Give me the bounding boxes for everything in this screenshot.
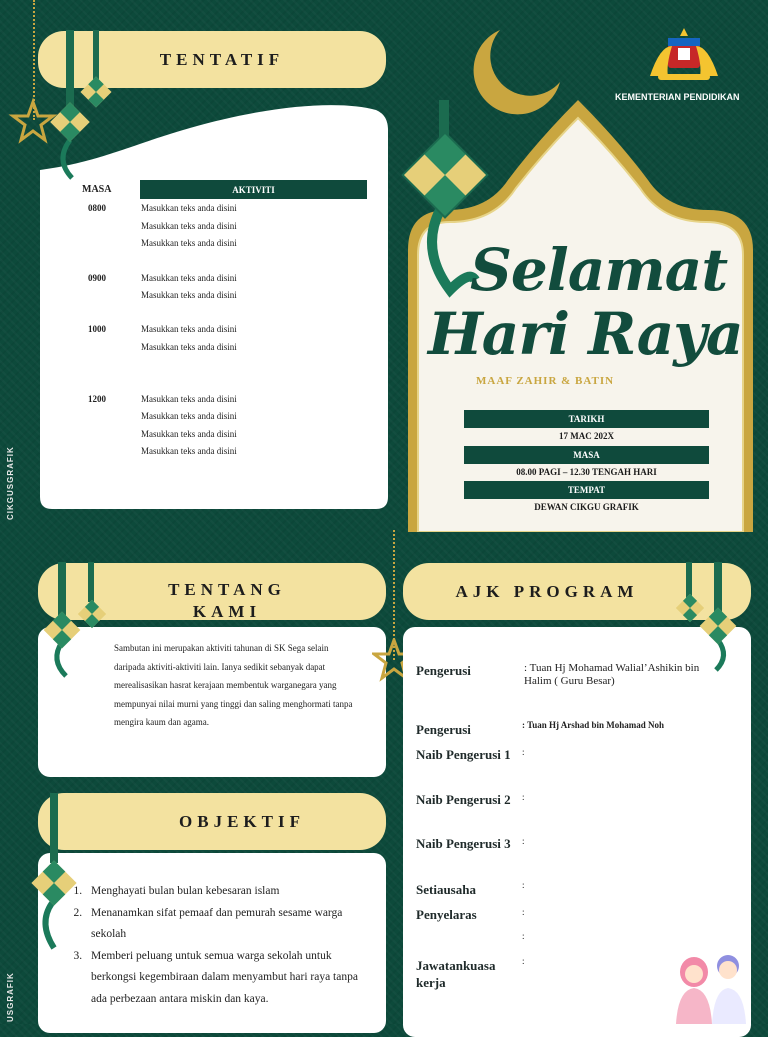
ajk-title: AJK PROGRAM xyxy=(455,581,639,601)
ajk-label: Naib Pengerusi 1 xyxy=(416,747,511,762)
schedule-item: Masukkan teks anda disini xyxy=(141,446,237,456)
schedule-item: Masukkan teks anda disini xyxy=(141,273,237,283)
schedule-item: Masukkan teks anda disini xyxy=(141,411,237,421)
ajk-value: : xyxy=(522,880,525,890)
ajk-label: Pengerusi xyxy=(416,663,471,678)
activity-col-label: AKTIVITI xyxy=(232,184,275,195)
ajk-value: : xyxy=(522,956,525,966)
ketupat-ornament-icon xyxy=(672,562,744,677)
ketupat-ornament-icon xyxy=(8,30,123,180)
tentatif-title: TENTATIF xyxy=(159,49,285,69)
schedule-item: Masukkan teks anda disini xyxy=(141,429,237,439)
masa-label: MASA xyxy=(464,446,709,464)
schedule-item: Masukkan teks anda disini xyxy=(141,238,237,248)
ketupat-ornament-icon xyxy=(40,562,115,682)
schedule-item: Masukkan teks anda disini xyxy=(141,342,237,352)
vertical-credit-bottom: USGRAFIK xyxy=(6,972,15,1022)
objektif-list xyxy=(85,881,370,1010)
ajk-value: : xyxy=(522,792,525,802)
tarikh-value: 17 MAC 202X xyxy=(559,431,614,441)
schedule-time: 0900 xyxy=(88,273,106,283)
objektif-header xyxy=(38,793,386,850)
schedule-item: Masukkan teks anda disini xyxy=(141,203,237,213)
greeting-kids-illustration-icon xyxy=(668,948,758,1024)
ajk-label: Jawatankuasa kerja xyxy=(416,958,496,990)
activity-col-header xyxy=(140,180,367,199)
objektif-title: OBJEKTIF xyxy=(179,811,305,831)
tarikh-label: TARIKH xyxy=(464,410,709,428)
hero-title-line1: Selamat xyxy=(470,236,728,304)
ajk-label: Pengerusi xyxy=(416,722,471,737)
malaysia-crest-icon xyxy=(640,26,728,86)
time-col-header: MASA xyxy=(82,184,112,195)
schedule-item: Masukkan teks anda disini xyxy=(141,221,237,231)
tempat-label: TEMPAT xyxy=(464,481,709,499)
masa-value: 08.00 PAGI – 12.30 TENGAH HARI xyxy=(516,467,657,477)
ajk-value: : xyxy=(522,747,525,757)
schedule-item: Masukkan teks anda disini xyxy=(141,290,237,300)
tentang-title: TENTANG KAMI xyxy=(168,579,286,621)
objektif-item: 2. Menanamkan sifat pemaaf dan pemurah sesame warga sekolah xyxy=(85,903,370,946)
ajk-value: : xyxy=(522,931,525,941)
tempat-value: DEWAN CIKGU GRAFIK xyxy=(534,502,639,512)
ketupat-ornament-icon xyxy=(28,793,88,953)
schedule-item: Masukkan teks anda disini xyxy=(141,394,237,404)
ajk-value: : Tuan Hj Arshad bin Mohamad Noh xyxy=(522,720,665,730)
schedule-time: 0800 xyxy=(88,203,106,213)
ajk-label: Naib Pengerusi 2 xyxy=(416,792,511,807)
schedule-time: 1000 xyxy=(88,324,106,334)
tentang-body: Sambutan ini merupakan aktiviti tahunan di SK Sega selain daripada aktiviti-aktiviti lain. Ianya sedikit sebanyak dapat merealisasikan hasrat kerajaan membentuk warganegara yang mempunyai nilai murni yang tinggi dan saling menghormati tanpa mengira kaum dan agama. xyxy=(114,643,353,728)
objektif-item: 1. Menghayati bulan bulan kebesaran islam xyxy=(85,881,370,903)
ajk-label: Naib Pengerusi 3 xyxy=(416,836,511,851)
ajk-value: : Tuan Hj Mohamad Walial’Ashikin bin Halim ( Guru Besar) xyxy=(524,662,700,687)
schedule-time: 1200 xyxy=(88,394,106,404)
ajk-value: : xyxy=(522,907,525,917)
ajk-label: Penyelaras xyxy=(416,907,477,922)
hero-title-line2: Hari Raya xyxy=(428,300,743,368)
hero-subtitle: MAAF ZAHIR & BATIN xyxy=(476,375,615,387)
ministry-label: KEMENTERIAN PENDIDIKAN xyxy=(615,92,740,102)
objektif-card xyxy=(38,853,386,1033)
vertical-credit: CIKGUSGRAFIK xyxy=(6,446,15,520)
ajk-label: Setiausaha xyxy=(416,882,476,897)
objektif-item: 3. Memberi peluang untuk semua warga sekolah untuk berkongsi kegembiraan dalam menyambut hari raya tanpa ada perbezaan antara miskin dan kaya. xyxy=(85,946,370,1011)
ajk-value: : xyxy=(522,836,525,846)
schedule-item: Masukkan teks anda disini xyxy=(141,324,237,334)
